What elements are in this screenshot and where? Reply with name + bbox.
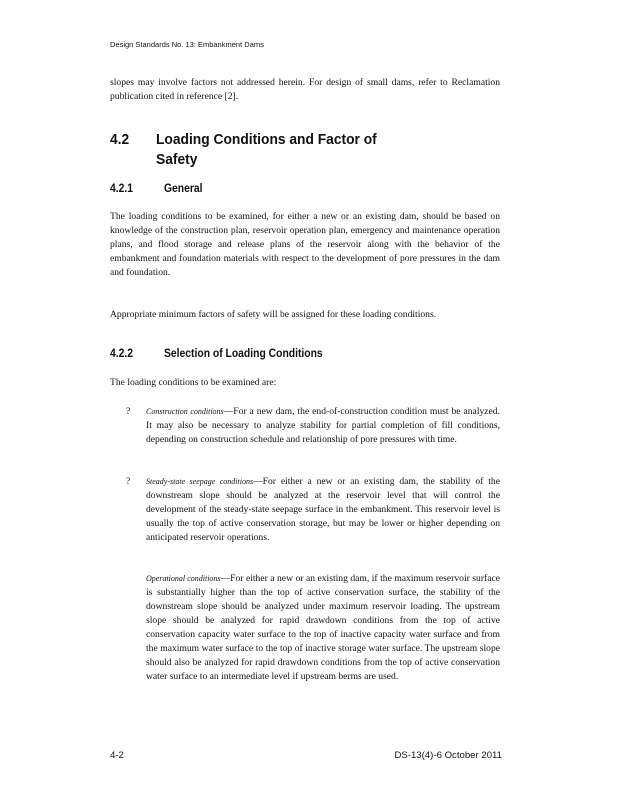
section-title: Loading Conditions and Factor of Safety [156,131,377,168]
list-item-term: Operational conditions [146,574,221,583]
bullet-marker: ? [126,406,131,417]
subsection-number: 4.2.2 [110,348,134,360]
running-header: Design Standards No. 13: Embankment Dams [110,40,264,49]
list-item-term: Steady-state seepage conditions [146,477,254,486]
section-heading-4-2-2 [110,348,323,360]
list-item-text: —For a new dam, the end-of-construction condition must be analyzed. It may also be necessary to analyze stability for partial completion of fill conditions, depending on construction schedule and relationship of pore pressures with time. [146,406,500,445]
list-item-construction [126,405,500,447]
document-id: DS-13(4)-6 October 2011 [394,750,502,761]
subsection-number: 4.2.1 [110,183,134,195]
subsection-title: Selection of Loading Conditions [164,348,323,360]
general-paragraph-1: The loading conditions to be examined, for either a new or an existing dam, should be based on knowledge of the construction plan, reservoir operation plan, emergency and maintenance operation plans, and flood storage and release plans of the reservoir along with the behavior of the embankment and foundation materials with respect to the development of pore pressures in the dam and foundation. [110,211,500,278]
loading-conditions-lead: The loading conditions to be examined are: [110,377,277,388]
list-item-text: —For either a new or an existing dam, the stability of the downstream slope should be analyzed at the reservoir level that will control the development of the steady-state seepage surface in the embankment. This reservoir level is usually the top of active conservation storage, but may be lower or higher depending on anticipated reservoir operations. [146,476,500,543]
page-number: 4-2 [110,750,124,761]
section-number: 4.2 [110,131,130,148]
list-item-text: —For either a new or an existing dam, if the maximum reservoir surface is substantially higher than the top of active conservation surface, the stability of the downstream slope should be analyzed under maximum reservoir loading. The upstream slope should be analyzed for rapid drawdown conditions from the top of active conservation capacity water surface to the top of inactive capacity water surface and from the maximum water surface to the top of inactive storage water surface. The upstream slope should also be analyzed for rapid drawdown conditions from the top of active conservation water surface to an intermediate level if upstream berms are used. [146,573,500,682]
general-paragraph-2: Appropriate minimum factors of safety will be assigned for these loading conditions. [110,309,437,320]
subsection-title: General [164,183,203,195]
list-item-steady-state [126,475,500,545]
intro-paragraph: slopes may involve factors not addressed herein. For design of small dams, refer to Reclamation publication cited in reference [2]. [110,77,500,102]
section-heading-4-2 [110,130,377,170]
section-heading-4-2-1 [110,183,203,195]
bullet-marker: ? [126,476,131,487]
list-item-operational [126,572,500,684]
list-item-term: Construction conditions [146,407,224,416]
